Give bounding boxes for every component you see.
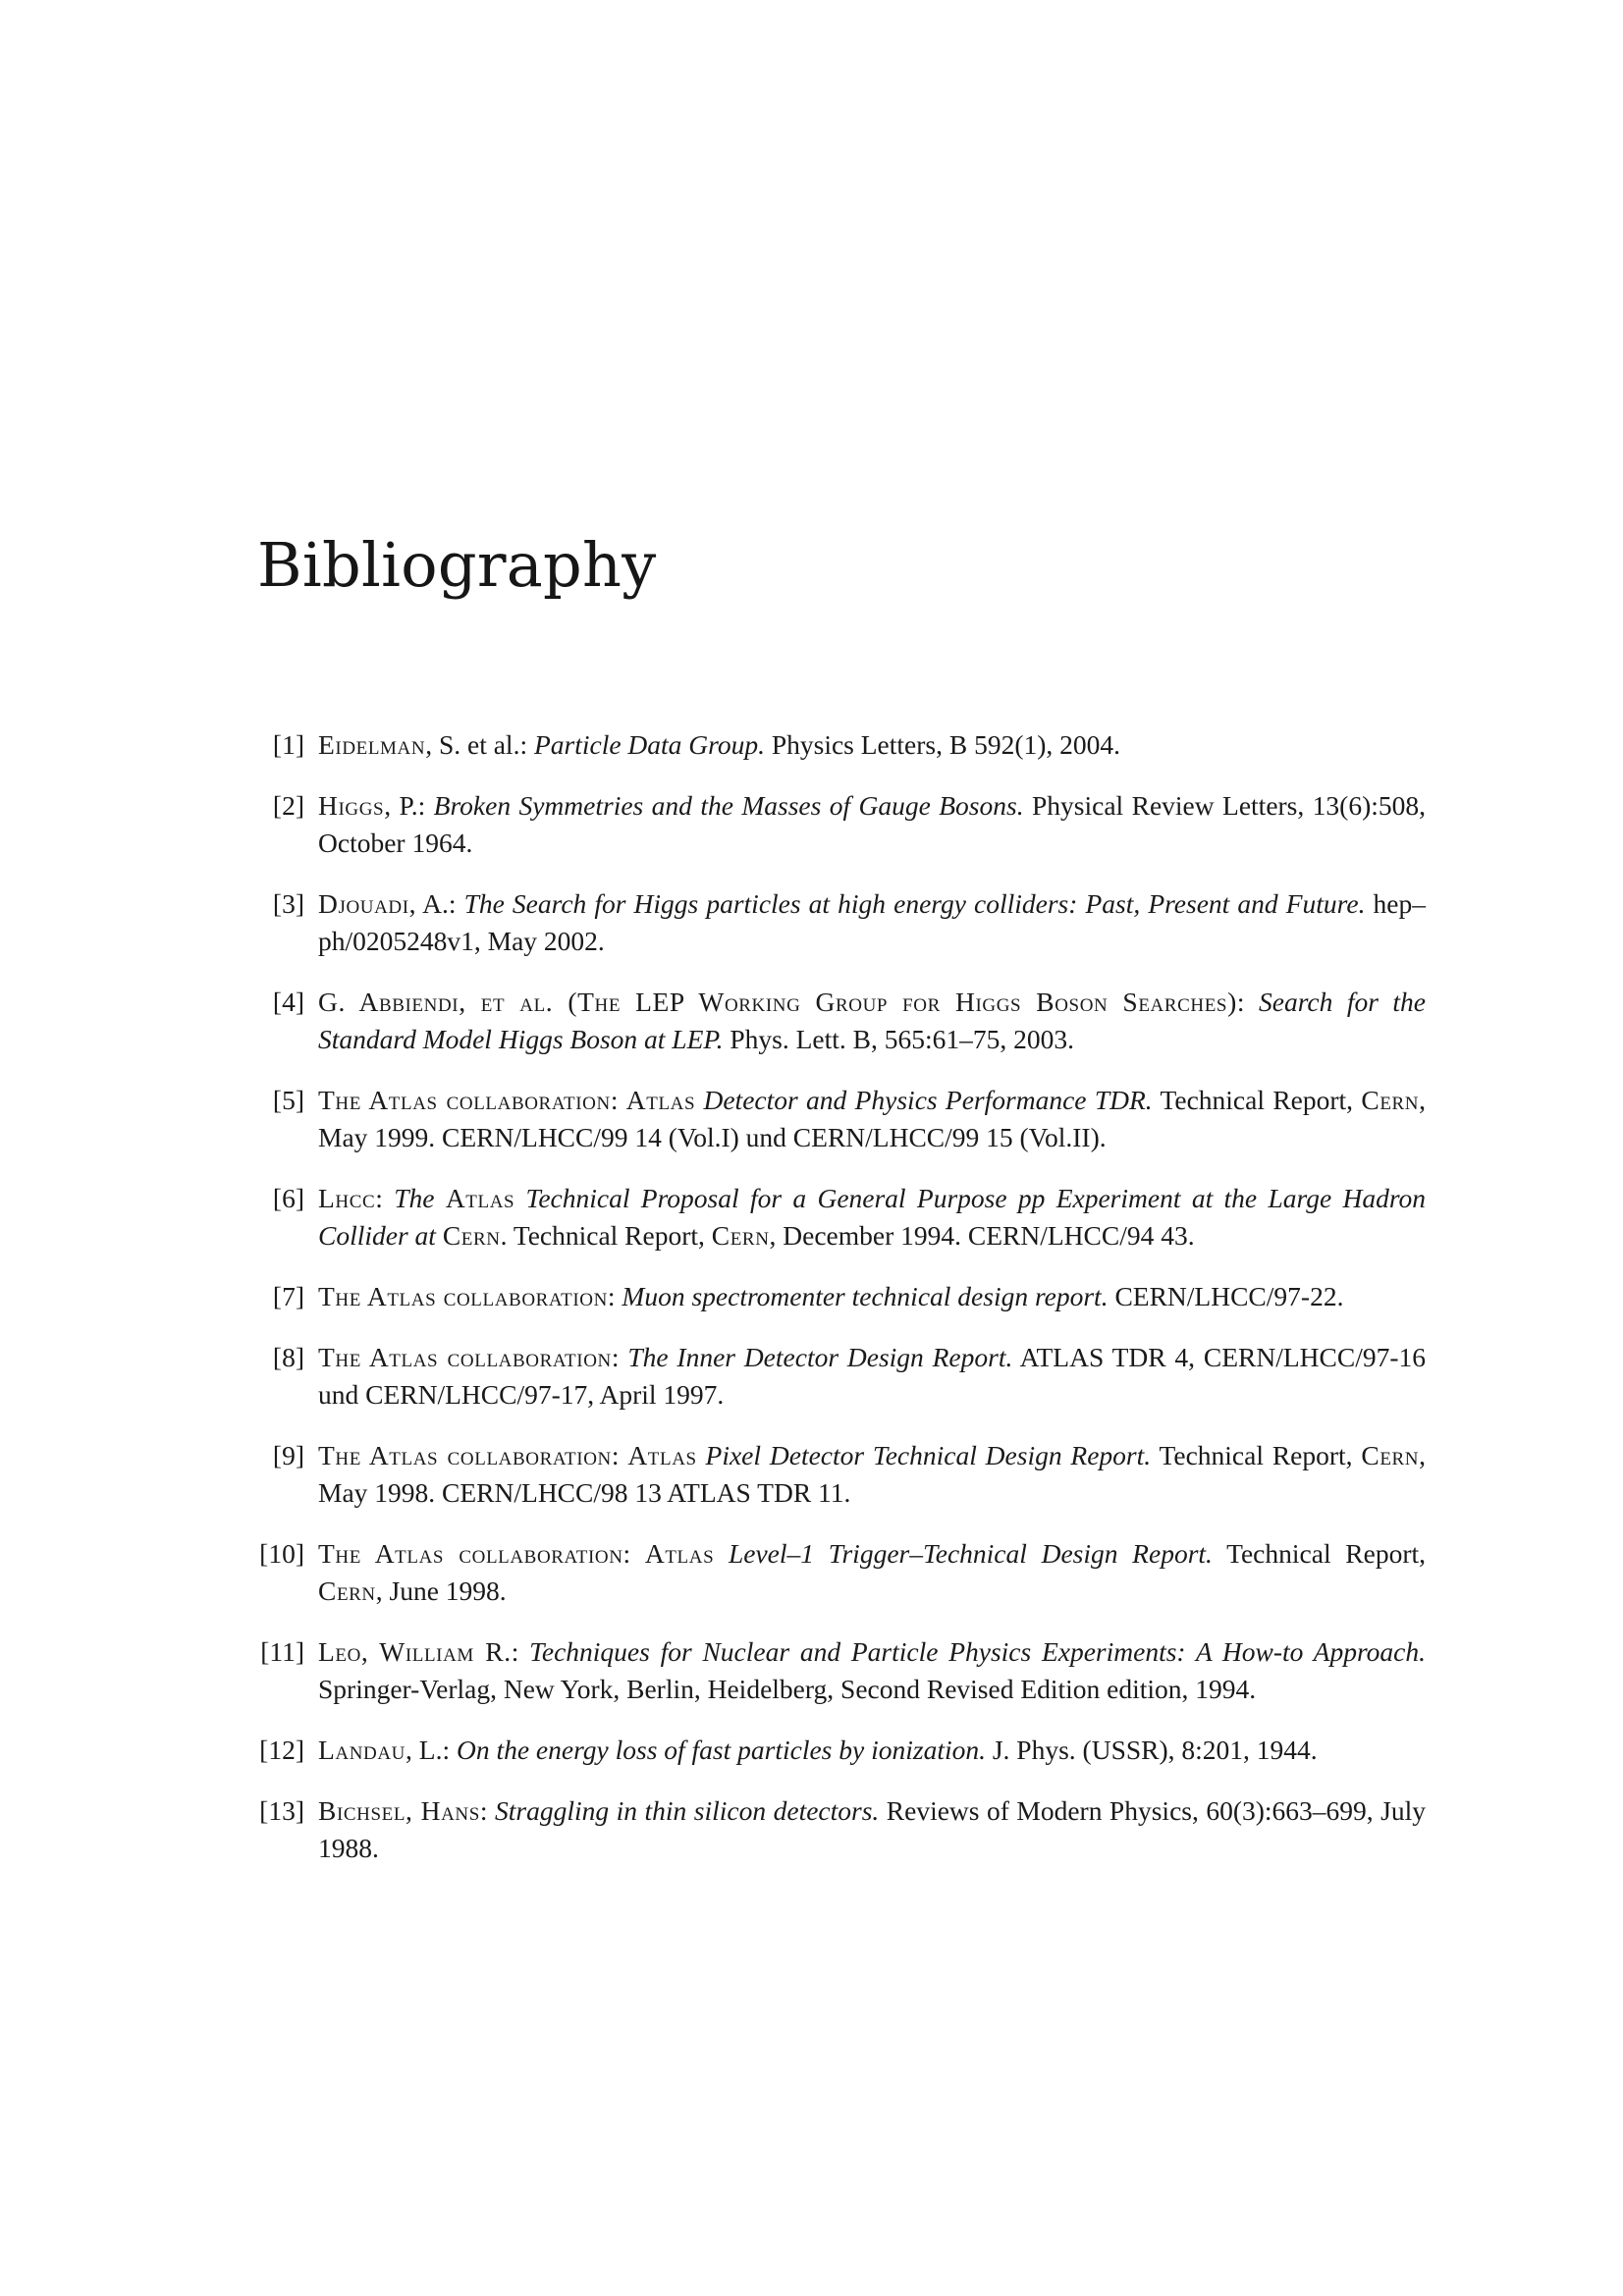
bib-entry-12 <box>257 1732 1426 1769</box>
bib-author: The Atlas collaboration <box>318 1342 612 1372</box>
bib-details: CERN/LHCC/97-22. <box>1108 1281 1344 1311</box>
bib-details: Phys. Lett. B, 565:61–75, 2003. <box>723 1024 1075 1054</box>
bib-body <box>318 1082 1426 1156</box>
bib-title-prefix: Atlas <box>625 1085 696 1115</box>
bib-author: Bichsel, Hans <box>318 1795 480 1826</box>
bib-label: [2] <box>272 790 304 821</box>
bib-entry-3 <box>257 885 1426 960</box>
bib-details: , May 1999. CERN/LHCC/99 14 (Vol.I) und CERN/LHCC/99 15 (Vol.II). <box>318 1085 1426 1152</box>
bib-title: Broken Symmetries and the Masses of Gauge Bosons. <box>433 790 1024 821</box>
bib-author: Leo, William R. <box>318 1636 512 1667</box>
bib-author-rest: : <box>611 1342 628 1372</box>
bib-body <box>318 1732 1426 1769</box>
bib-details: , June 1998. <box>375 1575 507 1606</box>
bib-author-rest: : <box>511 1636 530 1667</box>
bib-author-rest: : <box>622 1538 645 1569</box>
bib-label: [6] <box>272 1183 304 1213</box>
bib-body <box>318 1792 1426 1867</box>
bib-title-part-c: . <box>500 1220 508 1251</box>
bib-author-rest: : <box>479 1795 496 1826</box>
bib-body <box>318 885 1426 960</box>
bib-label: [12] <box>259 1735 304 1765</box>
bib-author-rest: : <box>611 1440 628 1470</box>
bib-title: Level–1 Trigger–Technical Design Report. <box>714 1538 1213 1569</box>
bib-title-prefix: Atlas <box>644 1538 715 1569</box>
bib-entry-6 <box>257 1180 1426 1255</box>
bib-title: Particle Data Group. <box>533 729 765 760</box>
bib-body <box>318 1535 1426 1610</box>
bib-entry-7 <box>257 1278 1426 1315</box>
bib-author: Landau <box>318 1735 406 1765</box>
bib-title: Techniques for Nuclear and Particle Physics Experiments: A How-to Approach. <box>529 1636 1426 1667</box>
bib-author: Higgs <box>318 790 385 821</box>
bib-title-prefix: Atlas <box>627 1440 697 1470</box>
bib-author-rest: , S. et al.: <box>425 729 534 760</box>
bib-author: Eidelman <box>318 729 426 760</box>
bib-title: On the energy loss of fast particles by ionization. <box>456 1735 986 1765</box>
bib-title-part-b: Technical Proposal for a General Purpose pp Experiment at the Large Hadron Collider at <box>318 1183 1427 1251</box>
bib-title: Muon spectromenter technical design report. <box>622 1281 1109 1311</box>
bib-details: Physical Review Letters, 13(6):508, October 1964. <box>318 790 1427 858</box>
bib-details: , December 1994. CERN/LHCC/94 43. <box>769 1220 1195 1251</box>
bib-entry-13 <box>257 1792 1426 1867</box>
bib-institution: Cern <box>1361 1085 1420 1115</box>
bib-body <box>318 1437 1426 1512</box>
bib-body <box>318 726 1426 764</box>
bib-title-institution: Cern <box>442 1220 501 1251</box>
bib-label: [5] <box>272 1085 304 1115</box>
bib-details: ATLAS TDR 4, CERN/LHCC/97-16 und CERN/LHCC/97-17, April 1997. <box>318 1342 1427 1410</box>
bib-label: [11] <box>260 1636 304 1667</box>
bib-label: [3] <box>272 888 304 919</box>
bib-title: The Search for Higgs particles at high energy colliders: Past, Present and Future. <box>463 888 1366 919</box>
bib-institution: Cern <box>318 1575 376 1606</box>
bib-details: , May 1998. CERN/LHCC/98 13 ATLAS TDR 11. <box>318 1440 1427 1508</box>
bib-institution: Cern <box>711 1220 770 1251</box>
bib-author-rest: , P.: <box>384 790 434 821</box>
bib-title: The Inner Detector Design Report. <box>627 1342 1013 1372</box>
bib-institution: Cern <box>1361 1440 1420 1470</box>
bib-author-rest: : <box>375 1183 395 1213</box>
bib-author-rest: , A.: <box>408 888 464 919</box>
bib-details: Physics Letters, B 592(1), 2004. <box>764 729 1121 760</box>
bib-label: [1] <box>272 729 304 760</box>
bib-title-part-a: The <box>394 1183 446 1213</box>
bib-entry-4 <box>257 984 1426 1058</box>
bib-entry-1 <box>257 726 1426 764</box>
bib-details-prefix: Technical Report, <box>507 1220 712 1251</box>
bib-author-rest: : <box>607 1281 622 1311</box>
bib-author: G. Abbiendi, et al. (The LEP Working Group for Higgs Boson Searches) <box>318 987 1237 1017</box>
bib-author: The Atlas collaboration <box>318 1538 623 1569</box>
bib-details: Springer-Verlag, New York, Berlin, Heidelberg, Second Revised Edition edition, 1994. <box>318 1674 1257 1704</box>
bib-author-rest: : <box>1236 987 1259 1017</box>
bib-label: [10] <box>259 1538 304 1569</box>
bib-author-rest: : <box>610 1085 626 1115</box>
bib-details: hep–ph/0205248v1, May 2002. <box>318 888 1426 956</box>
bib-author: Djouadi <box>318 888 409 919</box>
bib-body <box>318 1633 1426 1708</box>
bib-body <box>318 787 1426 862</box>
bib-title: Detector and Physics Performance TDR. <box>695 1085 1153 1115</box>
bib-entry-9 <box>257 1437 1426 1512</box>
bib-entry-2 <box>257 787 1426 862</box>
bib-body <box>318 984 1426 1058</box>
bib-label: [7] <box>272 1281 304 1311</box>
bib-body <box>318 1339 1426 1414</box>
bib-title: Pixel Detector Technical Design Report. <box>696 1440 1152 1470</box>
bib-entry-8 <box>257 1339 1426 1414</box>
bib-author: The Atlas collaboration <box>318 1440 612 1470</box>
bib-entry-11 <box>257 1633 1426 1708</box>
bib-author-rest: , L.: <box>406 1735 457 1765</box>
bib-title: Search for the Standard Model Higgs Boson at LEP. <box>318 987 1426 1054</box>
bib-details-prefix: Technical Report, <box>1151 1440 1362 1470</box>
bib-title-sc: Atlas <box>445 1183 515 1213</box>
bib-body <box>318 1180 1426 1255</box>
bib-entry-10 <box>257 1535 1426 1610</box>
bib-details: J. Phys. (USSR), 8:201, 1944. <box>985 1735 1318 1765</box>
bib-author: The Atlas collaboration <box>318 1085 611 1115</box>
bib-title: Straggling in thin silicon detectors. <box>495 1795 880 1826</box>
bib-label: [4] <box>272 987 304 1017</box>
bib-author: Lhcc <box>318 1183 376 1213</box>
bibliography-list <box>257 726 1426 1891</box>
chapter-title: Bibliography <box>257 529 657 601</box>
bib-body <box>318 1278 1426 1315</box>
bib-label: [8] <box>272 1342 304 1372</box>
bib-label: [9] <box>272 1440 304 1470</box>
bib-author: The Atlas collaboration <box>318 1281 608 1311</box>
bib-details: Reviews of Modern Physics, 60(3):663–699, July 1988. <box>318 1795 1427 1863</box>
bib-label: [13] <box>259 1795 304 1826</box>
bib-entry-5 <box>257 1082 1426 1156</box>
bib-details-prefix: Technical Report, <box>1212 1538 1426 1569</box>
bib-details-prefix: Technical Report, <box>1152 1085 1362 1115</box>
